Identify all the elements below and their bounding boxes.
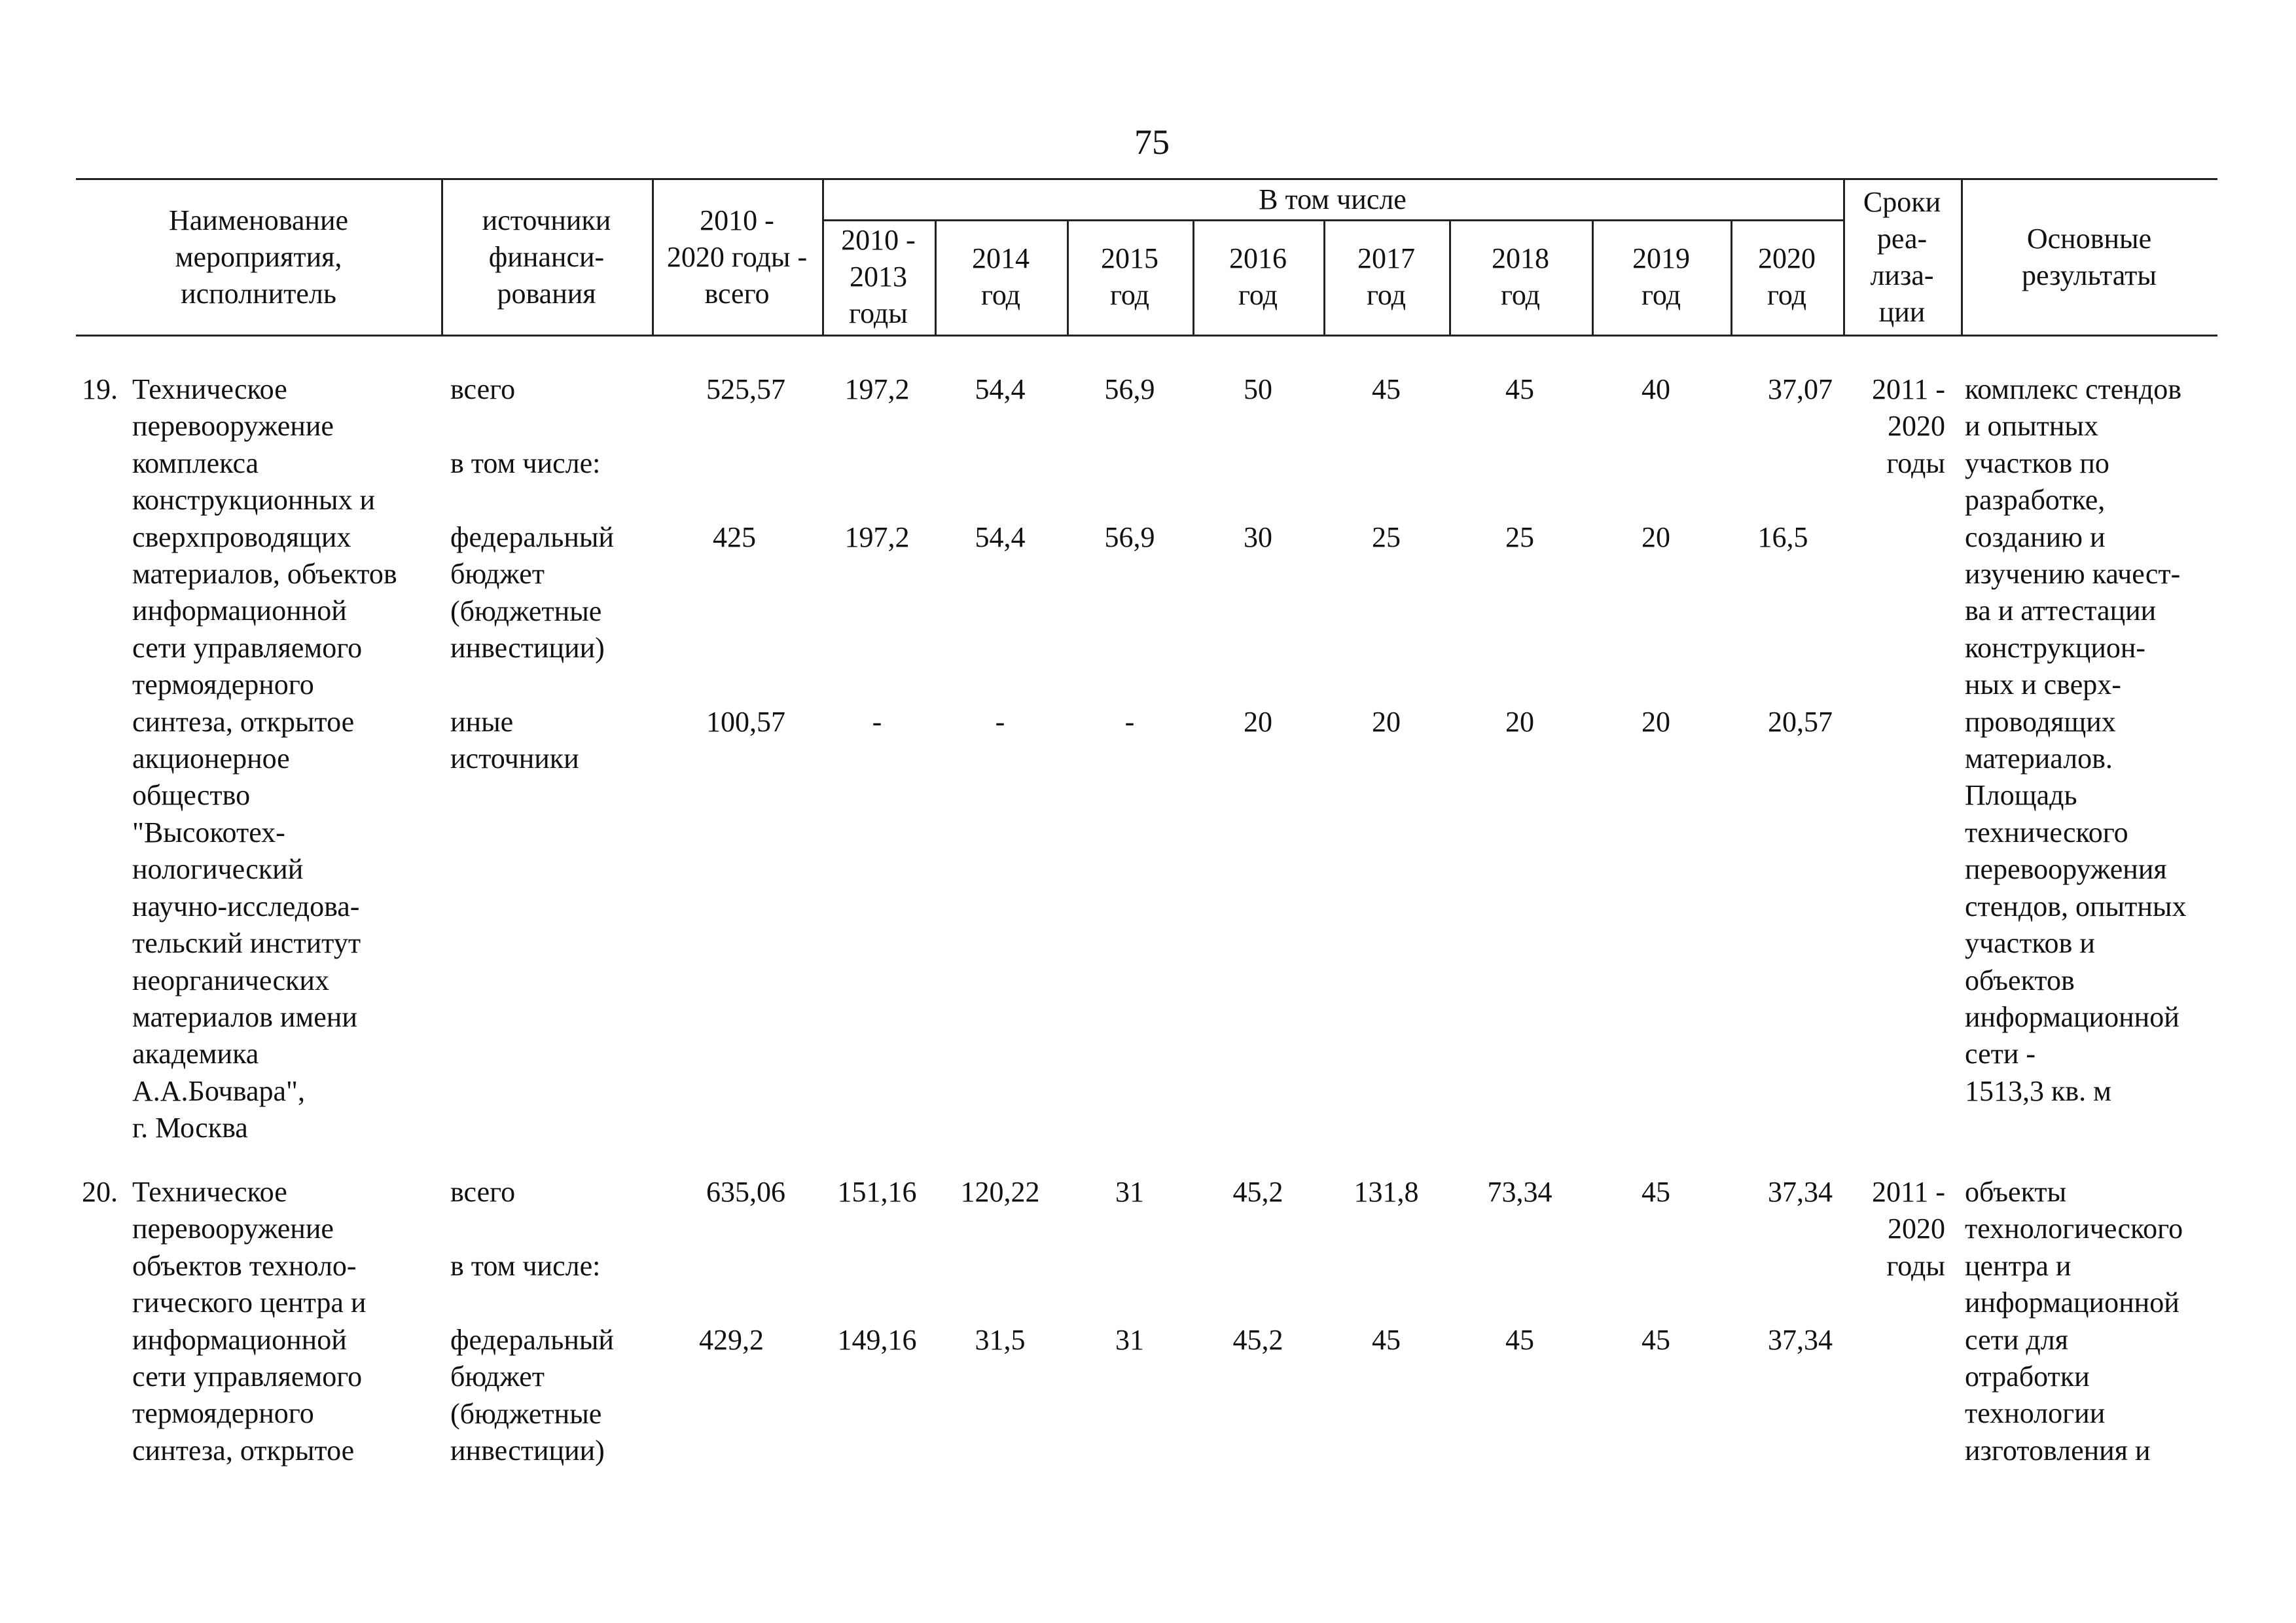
value-2018: 73,34 [1487,1176,1552,1208]
row-name: Техническое перевооружение комплекса конструкционных и сверхпроводящих материалов, объектов информационной сети управляемого термоядерного синтеза, открытое акционерное общество "Высокотех- нологический научно-исследова- тельский институт неорганических материалов имени академика А.А.Бочвара", г. Москва [132,373,397,1144]
header-year-2014: 2014 год [972,242,1030,311]
value-2017: 45 [1372,373,1401,405]
source-label: иные источники [450,706,579,775]
value-2010-2013: 197,2 [844,521,910,553]
row-results: комплекс стендов и опытных участков по разработке, созданию и изучению качест- ва и аттестации конструкцион- ных и сверх- проводящих материалов. Площадь технического перевооружения стендов, опытных участков и объектов информационной сети - 1513,3 кв. м [1965,373,2187,1107]
value-total: 429,2 [699,1324,764,1356]
value-2014: 120,22 [960,1176,1040,1208]
value-2016: 20 [1244,706,1272,738]
value-2015: 56,9 [1104,373,1155,405]
value-total: 525,57 [706,373,785,405]
source-label: всего [450,373,516,405]
header-year-2017: 2017 год [1357,242,1415,311]
value-2018: 45 [1505,373,1534,405]
value-2010-2013: 197,2 [844,373,910,405]
value-2014: - [995,706,1005,738]
value-2017: 25 [1372,521,1401,553]
row-terms: 2011 - 2020 годы [1871,373,1945,479]
header-name: Наименование мероприятия, исполнитель [168,204,349,310]
header-including: В том числе [1259,183,1407,215]
header-year-2015: 2015 год [1101,242,1158,311]
source-label: в том числе: [450,447,601,479]
header-year-2020: 2020 год [1758,242,1816,311]
header-year-2016: 2016 год [1229,242,1287,311]
value-2016: 50 [1244,373,1272,405]
value-2020: 20,57 [1768,706,1833,738]
value-2019: 45 [1641,1176,1670,1208]
value-2014: 31,5 [975,1324,1026,1356]
header-year-2018: 2018 год [1492,242,1549,311]
header-total: 2010 - 2020 годы - всего [666,204,808,310]
source-label: федеральный бюджет (бюджетные инвестиции) [450,521,614,665]
value-2015: - [1124,706,1135,738]
value-total: 425 [713,521,756,553]
value-2016: 45,2 [1232,1176,1283,1208]
value-2018: 25 [1505,521,1534,553]
value-2016: 45,2 [1232,1324,1283,1356]
value-2017: 20 [1372,706,1401,738]
header-results: Основные результаты [2022,223,2157,291]
value-2010-2013: - [872,706,882,738]
source-label: в том числе: [450,1250,601,1282]
row-number: 19. [82,373,118,405]
value-2020: 37,34 [1768,1176,1833,1208]
value-2014: 54,4 [975,373,1026,405]
value-2016: 30 [1244,521,1272,553]
value-2019: 45 [1641,1324,1670,1356]
header-2010-2013: 2010 - 2013 годы [841,224,916,329]
header-source: источники финанси- рования [482,204,611,310]
value-2015: 31 [1115,1176,1144,1208]
table-header [76,178,2217,337]
value-2017: 131,8 [1354,1176,1419,1208]
page-number: 75 [1134,122,1170,162]
value-total: 635,06 [706,1176,785,1208]
value-2018: 20 [1505,706,1534,738]
source-label: всего [450,1176,516,1208]
value-2020: 37,34 [1768,1324,1833,1356]
value-2010-2013: 149,16 [837,1324,917,1356]
source-label: федеральный бюджет (бюджетные инвестиции) [450,1324,614,1467]
value-2020: 16,5 [1757,521,1808,553]
value-2019: 40 [1641,373,1670,405]
value-2014: 54,4 [975,521,1026,553]
value-2015: 31 [1115,1324,1144,1356]
value-2010-2013: 151,16 [837,1176,917,1208]
value-2019: 20 [1641,521,1670,553]
header-terms: Сроки реа- лиза- ции [1863,186,1941,328]
value-total: 100,57 [706,706,785,738]
row-number: 20. [82,1176,118,1208]
header-year-2019: 2019 год [1632,242,1690,311]
value-2018: 45 [1505,1324,1534,1356]
row-results: объекты технологического центра и информационной сети для отработки технологии изготовления и [1965,1176,2183,1467]
value-2017: 45 [1372,1324,1401,1356]
value-2015: 56,9 [1104,521,1155,553]
row-terms: 2011 - 2020 годы [1871,1176,1945,1282]
value-2019: 20 [1641,706,1670,738]
value-2020: 37,07 [1768,373,1833,405]
row-name: Техническое перевооружение объектов техноло- гического центра и информационной сети управляемого термоядерного синтеза, открытое [132,1176,367,1467]
